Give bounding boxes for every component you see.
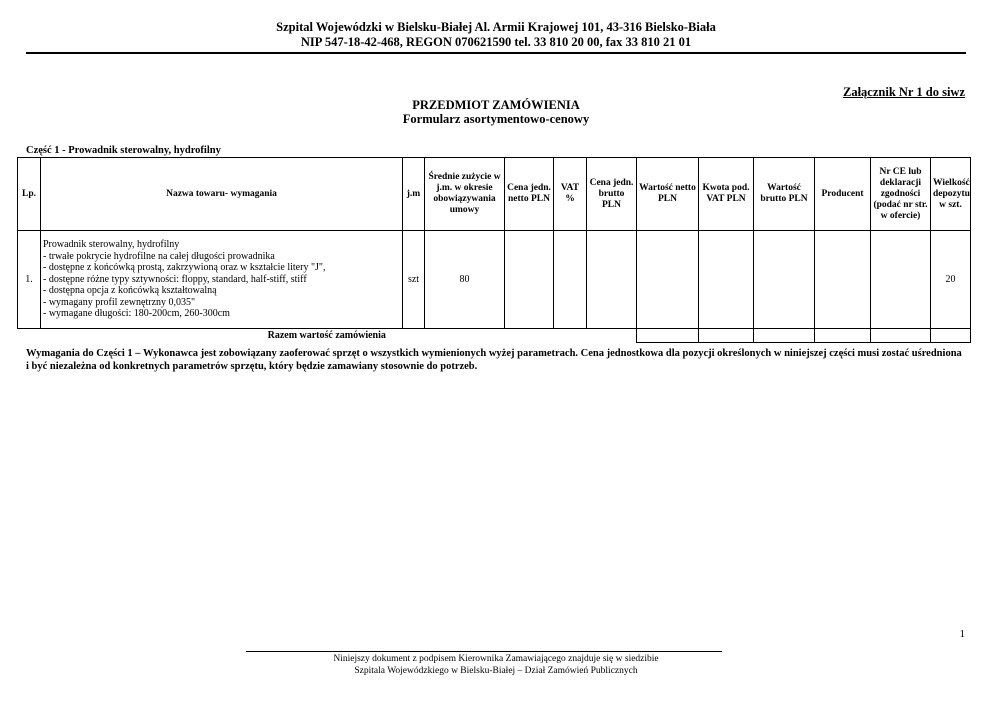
header-producer: Producent	[815, 158, 871, 231]
header-lp: Lp.	[18, 158, 41, 231]
header-net-value: Wartość netto PLN	[637, 158, 699, 231]
part-title: Część 1 - Prowadnik sterowalny, hydrofilny	[26, 145, 221, 156]
sum-empty-producer	[815, 329, 871, 343]
header-gross-price: Cena jedn. brutto PLN	[587, 158, 637, 231]
footer-line-2: Szpitala Wojewódzkiego w Bielsku-Białej – Dział Zamówień Publicznych	[354, 666, 638, 676]
row-vat	[554, 231, 587, 329]
sum-gross-value	[754, 329, 815, 343]
attachment-label: Załącznik Nr 1 do siwz	[843, 85, 965, 99]
requirements-note: Wymagania do Części 1 – Wykonawca jest zobowiązany zaoferować sprzęt o wszystkich wymienionych wyżej parametrach. Cena jednostkowa dla pozycji określonych w niniejszej części musi zostać uśredniona i być niezależna od konkretnych parametrów sprzętu, który będzie zamawiany stosownie do potrzeb.	[26, 348, 962, 372]
footer-divider	[246, 651, 722, 652]
header-address: Szpital Wojewódzki w Bielsku-Białej Al. Armii Krajowej 101, 43-316 Bielsko-Biała	[276, 20, 716, 34]
row-gross-price	[587, 231, 637, 329]
header-divider	[26, 52, 966, 54]
sum-row	[18, 329, 971, 343]
title-sub: Formularz asortymentowo-cenowy	[402, 112, 590, 126]
table-row	[18, 231, 971, 329]
footer-line-1: Niniejszy dokument z podpisem Kierownika Zamawiającego znajduje się w siedzibie	[333, 654, 659, 664]
desc-line: - dostępne różne typy sztywności: floppy, standard, half-stiff, stiff	[43, 273, 307, 285]
row-vat-amount	[699, 231, 754, 329]
header-usage: Średnie zużycie w j.m. w okresie obowiązywania umowy	[425, 158, 505, 231]
row-net-price	[505, 231, 554, 329]
price-table	[17, 157, 971, 343]
header-ce: Nr CE lub deklaracji zgodności (podać nr str. w ofercie)	[871, 158, 931, 231]
header-unit: j.m	[403, 158, 425, 231]
header-ids: NIP 547-18-42-468, REGON 070621590 tel. 33 810 20 00, fax 33 810 21 01	[300, 35, 692, 49]
header-vat-amount: Kwota pod. VAT PLN	[699, 158, 754, 231]
header-deposit: Wielkość depozytu w szt.	[931, 158, 971, 231]
sum-vat-amount	[699, 329, 754, 343]
sum-empty-ce	[871, 329, 931, 343]
desc-line: - wymagany profil zewnętrzny 0,035"	[43, 296, 196, 308]
header-gross-value: Wartość brutto PLN	[754, 158, 815, 231]
header-net-price: Cena jedn. netto PLN	[505, 158, 554, 231]
row-ce	[871, 231, 931, 329]
document-footer	[0, 653, 992, 677]
desc-line: - trwałe pokrycie hydrofilne na całej długości prowadnika	[43, 250, 275, 262]
header-name: Nazwa towaru- wymagania	[41, 158, 403, 231]
desc-line: - wymagane długości: 180-200cm, 260-300cm	[43, 308, 230, 320]
page-number: 1	[959, 628, 965, 640]
row-description	[41, 231, 403, 329]
document-header	[26, 20, 966, 50]
desc-line: - dostępna opcja z końcówką kształtowalną	[43, 285, 217, 297]
sum-net-value	[637, 329, 699, 343]
row-unit: szt	[403, 231, 425, 329]
sum-label: Razem wartość zamówienia	[18, 329, 637, 343]
table-header-row	[18, 158, 971, 231]
title-main: PRZEDMIOT ZAMÓWIENIA	[412, 98, 580, 112]
desc-line: Prowadnik sterowalny, hydrofilny	[43, 239, 180, 251]
row-net-value	[637, 231, 699, 329]
desc-line: - dostępne z końcówką prostą, zakrzywioną oraz w kształcie litery "J",	[43, 262, 326, 274]
row-usage: 80	[425, 231, 505, 329]
header-vat: VAT %	[554, 158, 587, 231]
row-deposit: 20	[931, 231, 971, 329]
row-lp: 1.	[18, 231, 41, 329]
row-producer	[815, 231, 871, 329]
document-title	[0, 98, 992, 126]
sum-empty-deposit	[931, 329, 971, 343]
row-gross-value	[754, 231, 815, 329]
